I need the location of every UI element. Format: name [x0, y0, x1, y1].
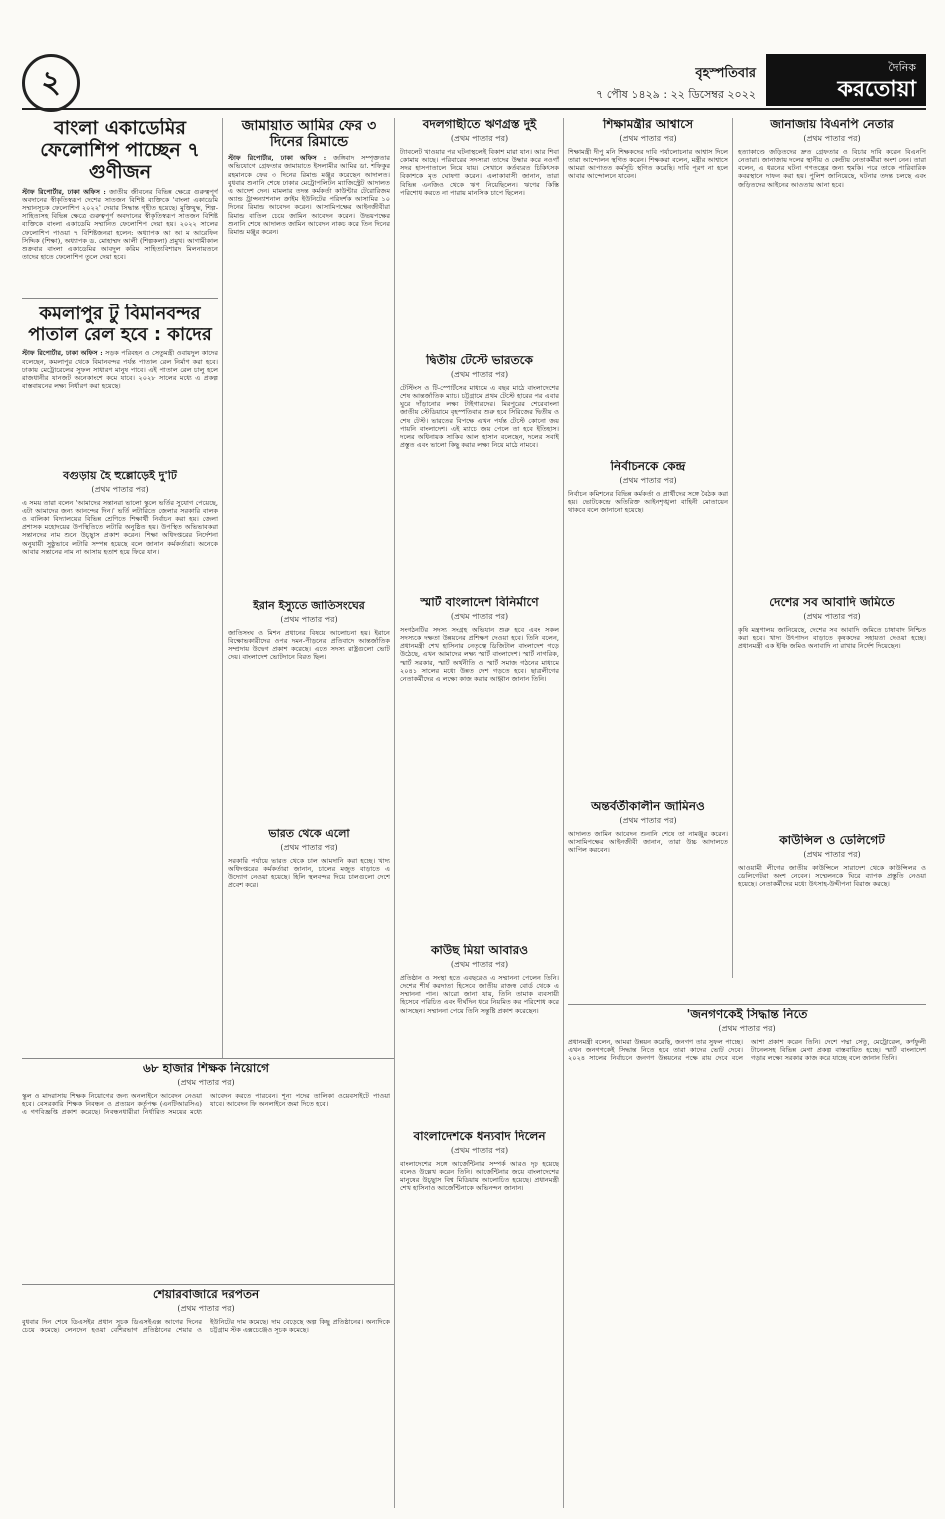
headline: শিক্ষামন্ত্রীর আশ্বাসে: [602, 118, 694, 131]
article-body: ট্যাবলেট খাওয়ার পর ঘটনাস্থলেই বিকাশ মারা যান। আর শিবা কোমায় আছে। পরিবারের সদস্যরা তাদের উদ্ধার করে নওগাঁ সদর হাসপাতালে নিয়ে যায়। সেখানে কর্তব্যরত চিকিৎসক বিকাশকে মৃত ঘোষণা করেন। এলাকাবাসী জানান, তারা বিভিন্ন এনজিও থেকে ঋণ নিয়েছিলেন। ঋণের কিস্তি পরিশোধ করতে না পারায় মানসিক চাপে ছিলেন।: [400, 147, 559, 197]
article-academy: [22, 118, 218, 298]
continued-label: (প্রথম পাতার পর): [450, 611, 509, 621]
masthead-small: দৈনিক: [888, 60, 916, 74]
article-eduminister: [568, 118, 728, 418]
headline: বগুড়ায় হৈ হুল্লোড়েই দু'টি: [63, 470, 177, 482]
article-body: জাতীয় জীবনের বিভিন্ন ক্ষেত্রে গুরুত্বপূর্ণ অবদানের স্বীকৃতিস্বরূপ দেশের সাতজন বিশিষ্ট ব্যক্তিকে 'বাংলা একাডেমি সম্মানসূচক ফেলোশিপ ২০২২' দেয়ার সিদ্ধান্ত গৃহীত হয়েছে। মুক্তিযুদ্ধ, শিল্প-সাহিত্যসহ বিভিন্ন ক্ষেত্রে গুরুত্বপূর্ণ অবদানের স্বীকৃতিস্বরূপ সাতজন বিশিষ্ট ব্যক্তিকে বাংলা একাডেমি সম্মানিত ফেলোশিপ দেয়া হয়। ২০২২ সালের ফেলোশিপ পাওয়া ৭ বিশিষ্টজনরা হলেন: অধ্যাপক আ আ ম আরেফিন সিদ্দিক (শিক্ষা), অধ্যাপক ড. মোহাম্মদ আলী (শিল্পকলা) প্রমুখ। আগামীকাল শুক্রবার বাংলা একাডেমির আবদুল করিম সাহিত্যবিশারদ মিলনায়তনে তাদের হাতে ফেলোশিপ তুলে দেয়া হবে।: [22, 187, 218, 262]
masthead-logo: [766, 54, 926, 106]
article-iran: [228, 600, 390, 800]
article-test: [400, 354, 559, 594]
continued-label: (প্রথম পাতার পর): [803, 133, 861, 143]
headline: অন্তর্বর্তীকালীন জামিনও: [591, 800, 705, 813]
article-council: [738, 834, 926, 994]
article-body: প্রতিষ্ঠান ও সংস্থা হতে এবছরেও এ সম্মাননা পেলেন তিনি। দেশের শীর্ষ করদাতা হিসেবে জাতীয় রাজস্ব বোর্ড থেকে এ সম্মাননা পান। আরো জানা যায়, তিনি তামাক ব্যবসায়ী হিসেবে পরিচিত এবং দীর্ঘদিন ধরে নিয়মিত কর পরিশোধ করে আসছেন। সম্মাননা পেয়ে তিনি সন্তুষ্টি প্রকাশ করেছেন।: [400, 973, 559, 1015]
article-body: সংগঠনটির সদস্য সংগ্রহ অভিযান শুরু হবে এবং সকল সদস্যকে দক্ষতা উন্নয়নের প্রশিক্ষণ দেওয়া হবে। তিনি বলেন, প্রধানমন্ত্রী শেখ হাসিনার নেতৃত্বে ডিজিটাল বাংলাদেশ গড়ে উঠেছে, এখন আমাদের লক্ষ্য স্মার্ট বাংলাদেশ। স্মার্ট নাগরিক, স্মার্ট সরকার, স্মার্ট অর্থনীতি ও স্মার্ট সমাজ গঠনের মাধ্যমে ২০৪১ সালের মধ্যে উন্নত দেশ গড়তে হবে। ছাত্রলীগের নেতাকর্মীদের এ লক্ষ্যে কাজ করার আহ্বান জানান তিনি।: [400, 625, 559, 684]
article-election: [568, 460, 728, 660]
continued-label: (প্রথম পাতার পর): [450, 959, 509, 969]
article-thanks: [400, 1130, 559, 1280]
article-bail: [568, 800, 728, 1000]
article-kauchar: [400, 944, 559, 1124]
headline: শেয়ারবাজারে দরপতন: [152, 1288, 260, 1301]
masthead-title: করতোয়া: [837, 76, 916, 102]
article-body: জঙ্গিবাদ সম্পৃক্ততার অভিযোগে গ্রেফতার জামায়াতে ইসলামীর আমির ডা. শফিকুর রহমানকে ফের ৩ দিনের রিমান্ড মঞ্জুর করেছেন আদালত। বুধবার শুনানি শেষে ঢাকার মেট্রোপলিটন ম্যাজিস্ট্রেট আদালত এ আদেশ দেন। মামলার তদন্ত কর্মকর্তা কাউন্টার টেরোরিজম অ্যান্ড ট্রান্সন্যাশনাল ক্রাইম ইউনিটের পরিদর্শক আসামির ১০ দিনের রিমান্ড আবেদন করেন। আসামিপক্ষের আইনজীবীরা রিমান্ড বাতিল চেয়ে জামিন আবেদন করেন। উভয়পক্ষের শুনানি শেষে আদালত জামিন আবেদন নাকচ করে তিন দিনের রিমান্ড মঞ্জুর করেন।: [228, 154, 390, 237]
article-body: হত্যাকাণ্ডে জড়িতদের দ্রুত গ্রেফতার ও বিচার দাবি করেন বিএনপি নেতারা। জানাজায় দলের স্থানীয় ও কেন্দ্রীয় নেতাকর্মীরা অংশ নেন। তারা বলেন, এ ধরনের ঘটনা গণতন্ত্রের জন্য হুমকি। পরে তাকে পারিবারিক কবরস্থানে দাফন করা হয়। পুলিশ জানিয়েছে, ঘটনার তদন্ত চলছে এবং জড়িতদের আইনের আওতায় আনা হবে।: [738, 147, 926, 189]
headline: কমলাপুর টু বিমানবন্দর পাতাল রেল হবে : কাদের: [28, 304, 212, 345]
headline: ভারত থেকে এলো: [268, 828, 350, 840]
continued-label: (প্রথম পাতার পর): [619, 815, 677, 825]
headline: নির্বাচনকে কেন্দ্র: [610, 460, 686, 473]
date-label: ৭ পৌষ ১৪২৯ : ২২ ডিসেম্বর ২০২২: [596, 88, 756, 101]
byline: স্টাফ রিপোর্টার, ঢাকা অফিস :: [22, 187, 106, 196]
headline: ৬৮ হাজার শিক্ষক নিয়োগে: [142, 1062, 270, 1075]
headline: 'জনগণকেই সিদ্ধান্ত নিতে: [686, 1008, 808, 1021]
continued-label: (প্রথম পাতার পর): [177, 1077, 235, 1087]
headline: দেশের সব আবাদি জমিতে: [769, 596, 895, 609]
headline: ইরান ইস্যুতে জাতিসংঘের: [253, 600, 365, 612]
headline: বাংলাদেশকে ধন্যবাদ দিলেন: [413, 1130, 546, 1143]
article-land: [738, 596, 926, 766]
continued-label: (প্রথম পাতার পর): [450, 133, 509, 143]
article-body: নির্বাচন কমিশনের বিভিন্ন কর্মকর্তা ও প্রার্থীদের সঙ্গে বৈঠক করা হয়। ভোটকেন্দ্রে অতিরিক্ত আইনশৃঙ্খলা বাহিনী মোতায়েন থাকবে বলে জানানো হয়েছে।: [568, 489, 728, 515]
page-number: ২: [22, 54, 80, 112]
headline: কাউছ মিয়া আবারও: [430, 944, 529, 957]
day-label: বৃহস্পতিবার: [695, 66, 756, 81]
article-body: সরকারি পর্যায়ে ভারত থেকে চাল আমদানি করা হচ্ছে। খাদ্য অধিদপ্তরের কর্মকর্তারা জানান, চালের মজুত বাড়াতে এ উদ্যোগ নেওয়া হয়েছে। হিলি স্থলবন্দর দিয়ে চালগুলো দেশে প্রবেশ করে।: [228, 856, 390, 890]
article-body: প্রধানমন্ত্রী বলেন, আমরা উন্নয়ন করেছি, জনগণ তার সুফল পাচ্ছে। এখন জনগণকেই সিদ্ধান্ত নিতে হবে তারা কাদের ভোট দেবে। ২০২৪ সালের নির্বাচনে জনগণ উন্নয়নের পক্ষে রায় দেবে বলে আশা প্রকাশ করেন তিনি। দেশে পদ্মা সেতু, মেট্রোরেল, কর্ণফুলী টানেলসহ বিভিন্ন মেগা প্রকল্প বাস্তবায়িত হচ্ছে। স্মার্ট বাংলাদেশ গড়ার লক্ষ্যে সরকার কাজ করে যাচ্ছে বলে জানান তিনি।: [568, 1037, 926, 1063]
article-body: শিক্ষামন্ত্রী দীপু মনি শিক্ষকদের দাবি পর্যালোচনার আশ্বাস দিলে তারা আন্দোলন স্থগিত করেন। শিক্ষকরা বলেন, মন্ত্রীর আশ্বাসে আমরা আপাতত কর্মসূচি স্থগিত করেছি। দাবি পূরণ না হলে আবার আন্দোলনে যাবেন।: [568, 147, 728, 181]
continued-label: (প্রথম পাতার পর): [803, 849, 861, 859]
continued-label: (প্রথম পাতার পর): [91, 484, 149, 494]
article-body: আওয়ামী লীগের জাতীয় কাউন্সিলে সারাদেশ থেকে কাউন্সিলর ও ডেলিগেটরা অংশ নেবেন। সম্মেলনকে ঘিরে ব্যাপক প্রস্তুতি নেওয়া হয়েছে। নেতাকর্মীদের মধ্যে উৎসাহ-উদ্দীপনা বিরাজ করছে।: [738, 863, 926, 889]
article-stock: [22, 1288, 390, 1508]
continued-label: (প্রথম পাতার পর): [718, 1023, 776, 1033]
article-body: বুধবার দিন শেষে ডিএসইর প্রধান সূচক ডিএসইএক্স আগের দিনের চেয়ে কমেছে। লেনদেন হওয়া বেশিরভাগ প্রতিষ্ঠানের শেয়ার ও ইউনিটের দাম কমেছে। দাম বেড়েছে অল্প কিছু প্রতিষ্ঠানের। অন্যদিকে চট্টগ্রাম স্টক এক্সচেঞ্জেও সূচক কমেছে।: [22, 1317, 390, 1334]
article-body: বাংলাদেশের সঙ্গে আর্জেন্টিনার সম্পর্ক আরও দৃঢ় হয়েছে বলেও উল্লেখ করেন তিনি। আর্জেন্টিনার জয়ে বাংলাদেশের মানুষের উচ্ছ্বাস বিশ্ব মিডিয়ায় আলোচিত হয়েছে। প্রধানমন্ত্রী শেখ হাসিনাও আর্জেন্টিনাকে অভিনন্দন জানান।: [400, 1159, 559, 1193]
headline: জানাজায় বিএনপি নেতার: [770, 118, 894, 131]
article-bnp: [738, 118, 926, 588]
article-india: [228, 828, 390, 1028]
article-people: [568, 1008, 926, 1508]
article-teacher: [22, 1062, 390, 1282]
headline: স্মার্ট বাংলাদেশ বিনির্মাণে: [420, 596, 539, 609]
article-body: স্কুল ও মাদরাসায় শিক্ষক নিয়োগের জন্য অনলাইনে আবেদন নেওয়া হবে। বেসরকারি শিক্ষক নিবন্ধন ও প্রত্যয়ন কর্তৃপক্ষ (এনটিআরসিএ) এ গণবিজ্ঞপ্তি প্রকাশ করেছে। নিবন্ধনধারীরা নির্ধারিত সময়ের মধ্যে আবেদন করতে পারবেন। শূন্য পদের তালিকা ওয়েবসাইটে পাওয়া যাবে। আবেদন ফি অনলাইনে জমা দিতে হবে।: [22, 1091, 390, 1117]
continued-label: (প্রথম পাতার পর): [619, 133, 677, 143]
headline: দ্বিতীয় টেস্টে ভারতকে: [426, 354, 533, 367]
article-body: আদালত জামিন আবেদন শুনানি শেষে তা নামঞ্জুর করেন। আসামিপক্ষের আইনজীবী জানান, তারা উচ্চ আদালতে আপিল করবেন।: [568, 829, 728, 855]
article-body: কৃষি মন্ত্রণালয় জানিয়েছে, দেশের সব আবাদি জমিতে চাষাবাদ নিশ্চিত করা হবে। খাদ্য উৎপাদন বাড়াতে কৃষকদের সহায়তা দেওয়া হচ্ছে। প্রধানমন্ত্রী এক ইঞ্চি জমিও অনাবাদি না রাখার নির্দেশ দিয়েছেন।: [738, 625, 926, 651]
continued-label: (প্রথম পাতার পর): [177, 1303, 235, 1313]
continued-label: (প্রথম পাতার পর): [450, 369, 509, 379]
article-smart: [400, 596, 559, 836]
article-body: টেস্টিংস ও টি-স্পোর্টসের মাধ্যমে এ বছর মাঠে বাংলাদেশের শেষ আন্তর্জাতিক ম্যাচ। চট্টগ্রামে প্রথম টেস্টে হারের পর এবার ঘুরে দাঁড়ানোর লক্ষ্য টাইগারদের। মিরপুরের শেরেবাংলা জাতীয় স্টেডিয়ামে বৃহস্পতিবার শুরু হবে সিরিজের দ্বিতীয় ও শেষ টেস্ট। ভারতের বিপক্ষে এখন পর্যন্ত টেস্টে কোনো জয় পায়নি বাংলাদেশ। এই ম্যাচে জয় পেলে তা হবে ইতিহাস। দলের অধিনায়ক সাকিব আল হাসান বলেছেন, দলের সবাই প্রস্তুত এবং ভালো কিছু করার লক্ষ্য নিয়ে মাঠে নামবে।: [400, 383, 559, 450]
continued-label: (প্রথম পাতার পর): [619, 475, 677, 485]
article-jamaat: [228, 118, 390, 418]
article-body: এ সময় তারা বলেন 'আমাদের সন্তানরা ভালো স্কুলে ভর্তির সুযোগ পেয়েছে, এটা আমাদের জন্য আনন্দের দিন।' ভর্তি লটারিতে জেলার সরকারি বালক ও বালিকা বিদ্যালয়ের বিভিন্ন শ্রেণিতে শিক্ষার্থী নির্বাচন করা হয়। জেলা প্রশাসক মহোদয়ের উপস্থিতিতে লটারি অনুষ্ঠিত হয়। উপস্থিত অভিভাবকরা সন্তানদের নাম শুনে উচ্ছ্বাস প্রকাশ করেন। শিক্ষা অধিদপ্তরের নির্দেশনা অনুযায়ী সুষ্ঠুভাবে লটারি সম্পন্ন হয়েছে বলে জানান কর্মকর্তারা। অনেকে আবার সন্তানের নাম না আসায় হতাশ হয়ে ফিরে যান।: [22, 498, 218, 556]
continued-label: (প্রথম পাতার পর): [280, 842, 338, 852]
article-metro: [22, 304, 218, 464]
headline: জামায়াত আমির ফের ৩ দিনের রিমান্ডে: [241, 118, 377, 151]
page-header: [22, 60, 926, 110]
continued-label: (প্রথম পাতার পর): [280, 614, 338, 624]
headline: বাংলা একাডেমির ফেলোশিপ পাচ্ছেন ৭ গুণীজন: [40, 118, 200, 183]
continued-label: (প্রথম পাতার পর): [803, 611, 861, 621]
article-body: সড়ক পরিবহন ও সেতুমন্ত্রী ওবায়দুল কাদের বলেছেন, কমলাপুর থেকে বিমানবন্দর পর্যন্ত পাতাল রেল নির্মাণ করা হবে। ঢাকায় মেট্রোরেলের সুফল সাধারণ মানুষ পাবে। এই পাতাল রেল চালু হলে রাজধানীর যানজট অনেকাংশে কমে যাবে। ২০২৮ সালের মধ্যে এ প্রকল্প বাস্তবায়নের লক্ষ্য নির্ধারণ করা হয়েছে।: [22, 349, 218, 391]
article-dubai: [400, 118, 559, 348]
byline: স্টাফ রিপোর্টার, ঢাকা অফিস :: [228, 154, 327, 163]
headline: কাউন্সিল ও ডেলিগেট: [779, 834, 885, 847]
byline: স্টাফ রিপোর্টার, ঢাকা অফিস :: [22, 349, 103, 358]
headline: বদলগাছীতে ঋণগ্রস্ত দুই: [422, 118, 537, 131]
article-body: জাতিসংঘ ও মিশন প্রধানের বিষয়ে আলোচনা হয়। ইরানে বিক্ষোভকারীদের ওপর দমন-পীড়নের প্রতিবাদে আন্তর্জাতিক সম্প্রদায় উদ্বেগ প্রকাশ করেছে। এতে সদস্য রাষ্ট্রগুলো ভোট দেয়। বাংলাদেশ ভোটদানে বিরত ছিল।: [228, 628, 390, 662]
article-bogura: [22, 470, 218, 1030]
continued-label: (প্রথম পাতার পর): [450, 1145, 509, 1155]
